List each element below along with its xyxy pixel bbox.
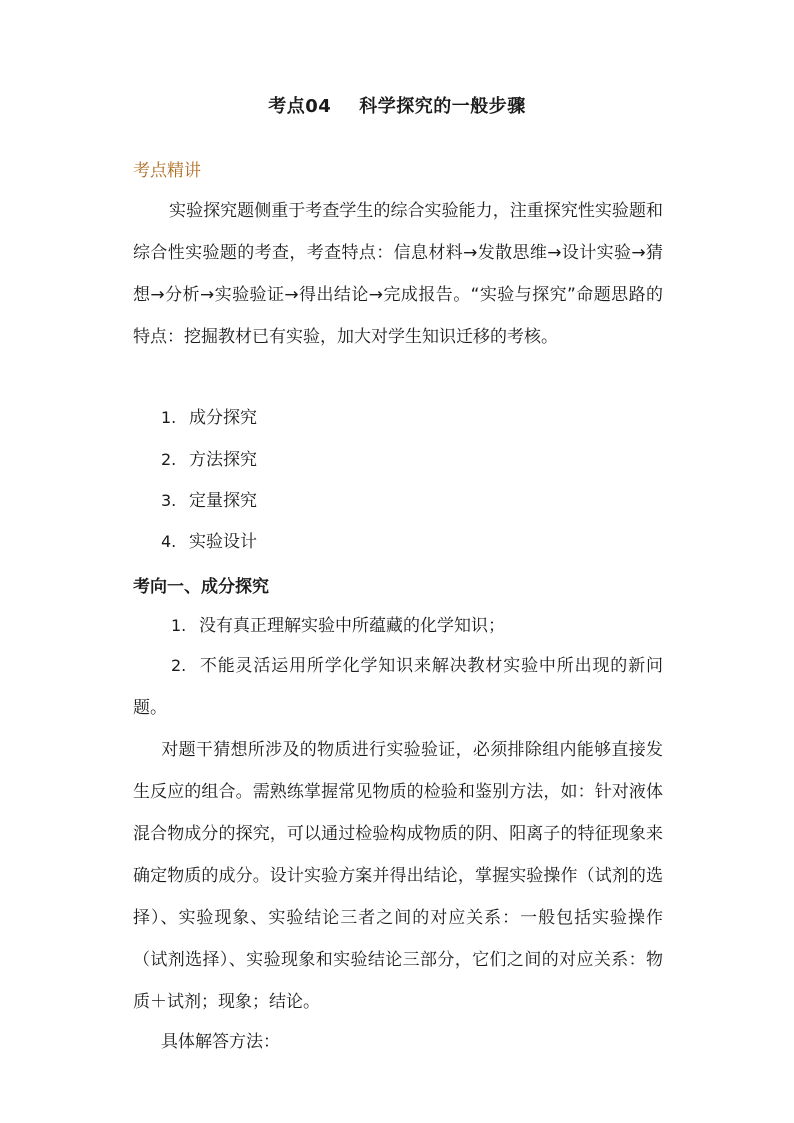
list-item xyxy=(161,406,257,430)
page-title xyxy=(0,92,794,118)
list-text: 方法探究 xyxy=(189,450,257,470)
point-text: 没有真正理解实验中所蕴藏的化学知识； xyxy=(199,616,505,636)
body-text: 对题干猜想所涉及的物质进行实验验证，必须排除组内能够直接发生反应的组合。需熟练掌握常见物质的检验和鉴别方法，如：针对液体混合物成分的探究，可以通过检验构成物质的阴、阳离子的特征现象来确定物质的成分。设计实验方案并得出结论，掌握实验操作（试剂的选择）、实验现象、实验结论三者之间的对应关系：一般包括实验操作（试剂选择）、实验现象和实验结论三部分，它们之间的对应关系：物质＋试剂；现象；结论。 xyxy=(133,740,663,1012)
list-item xyxy=(161,448,257,472)
point-number: 2. xyxy=(171,656,187,675)
method-label: 具体解答方法： xyxy=(161,1032,280,1052)
subsection-heading: 考向一、成分探究 xyxy=(133,577,269,597)
intro-paragraph xyxy=(133,190,663,358)
point-item xyxy=(133,645,663,729)
list-item xyxy=(161,489,257,513)
list-number: 3. xyxy=(161,491,177,510)
list-number: 1. xyxy=(161,408,177,427)
topic-code: 考点04 xyxy=(268,96,332,117)
list-text: 实验设计 xyxy=(189,532,257,552)
list-text: 成分探究 xyxy=(189,408,257,428)
topic-title: 科学探究的一般步骤 xyxy=(359,96,526,117)
list-number: 4. xyxy=(161,532,177,551)
intro-text: 实验探究题侧重于考查学生的综合实验能力，注重探究性实验题和综合性实验题的考查，考查特点：信息材料→发散思维→设计实验→猜想→分析→实验验证→得出结论→完成报告。“实验与探究”命题思路的特点：挖掘教材已有实验，加大对学生知识迁移的考核。 xyxy=(133,201,663,347)
section-heading: 考点精讲 xyxy=(133,161,201,181)
point-text: 不能灵活运用所学化学知识来解决教材实验中所出现的新问题。 xyxy=(133,656,663,718)
list-text: 定量探究 xyxy=(189,491,257,511)
point-item xyxy=(171,614,505,638)
list-number: 2. xyxy=(161,450,177,469)
point-number: 1. xyxy=(171,616,187,635)
list-item xyxy=(161,530,257,554)
body-paragraph xyxy=(133,729,663,1023)
